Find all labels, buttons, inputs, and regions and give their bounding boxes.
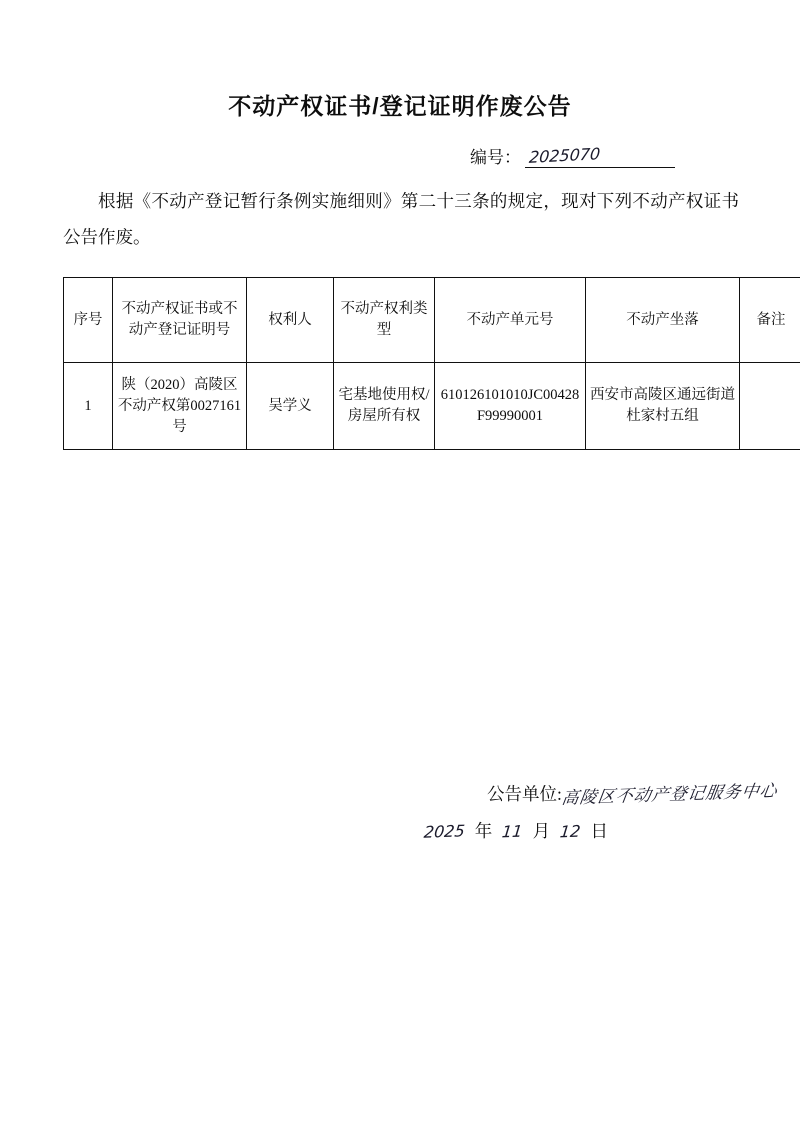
serial-number-label: 编号：: [470, 148, 521, 167]
column-header-unit-no: 不动产单元号: [435, 278, 586, 363]
cell-index: 1: [64, 363, 113, 450]
issue-date-row: [420, 818, 608, 843]
issue-date-month-unit: 月: [532, 821, 551, 841]
table-header-row: [64, 278, 800, 363]
certificate-table: [63, 277, 800, 450]
issuing-unit-row: [487, 780, 779, 809]
issue-date-month: 11: [501, 821, 524, 842]
cell-unit-no: 610126101010JC00428F99990001: [435, 363, 586, 450]
page-title: 不动产权证书/登记证明作废公告: [228, 93, 572, 119]
issue-date-day-unit: 日: [590, 821, 608, 841]
serial-number-row: [470, 143, 675, 168]
serial-number-handwritten-value: 2025070: [528, 144, 602, 167]
column-header-certificate-no: 不动产权证书或不动产登记证明号: [113, 278, 247, 363]
cell-right-type: 宅基地使用权/房屋所有权: [334, 363, 435, 450]
issue-date-year-unit: 年: [474, 821, 493, 841]
column-header-index: 序号: [64, 278, 113, 363]
cell-remark: [740, 363, 800, 450]
column-header-right-type: 不动产权利类型: [334, 278, 435, 363]
column-header-owner: 权利人: [247, 278, 334, 363]
issuing-unit-handwritten-value: 高陵区不动产登记服务中心: [560, 781, 779, 809]
issue-date-day: 12: [559, 821, 582, 842]
table-row: [64, 363, 800, 450]
cell-owner: 吴学义: [247, 363, 334, 450]
column-header-location: 不动产坐落: [586, 278, 740, 363]
certificate-table-wrapper: [63, 277, 786, 450]
issuing-unit-label: 公告单位:: [487, 784, 562, 804]
cell-certificate-no: 陕（2020）高陵区不动产权第0027161 号: [113, 363, 247, 450]
cell-location: 西安市高陵区通远街道杜家村五组: [586, 363, 740, 450]
column-header-remark: 备注: [740, 278, 800, 363]
serial-number-field: [525, 145, 675, 168]
body-paragraph: 根据《不动产登记暂行条例实施细则》第二十三条的规定，现对下列不动产权证书公告作废。: [63, 191, 739, 247]
issue-date-year: 2025: [423, 821, 466, 842]
